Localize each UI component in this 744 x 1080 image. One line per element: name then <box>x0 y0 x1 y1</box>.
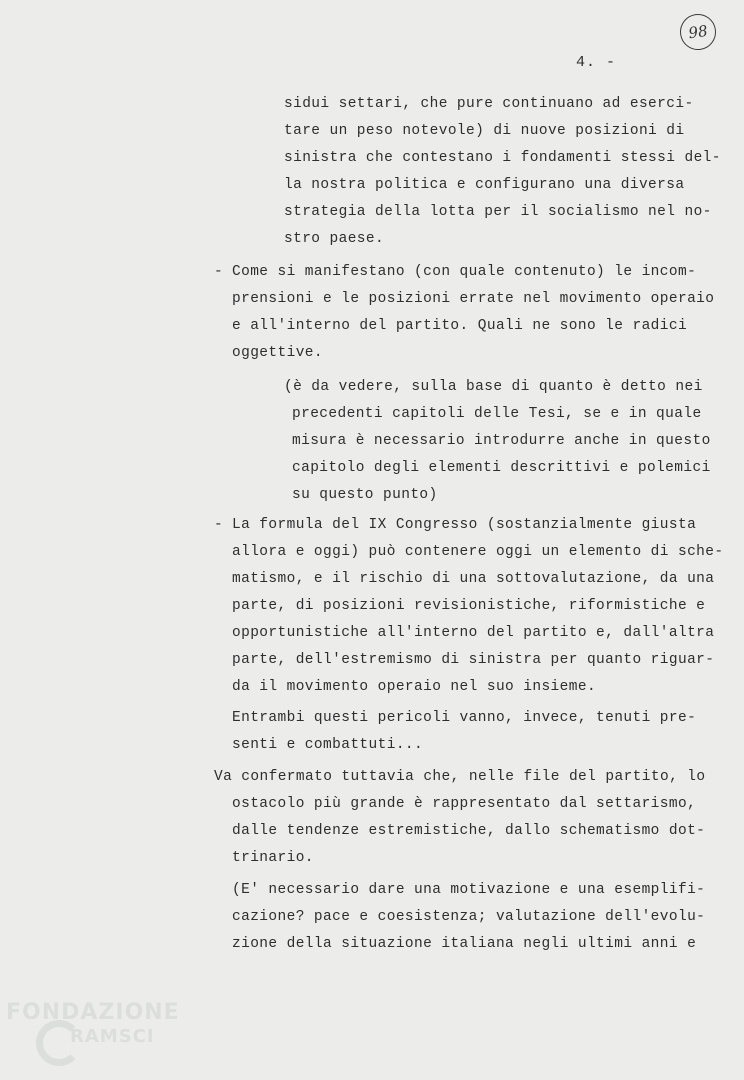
text-line: matismo, e il rischio di una sottovalutazione, da una <box>232 571 715 587</box>
page-number: 4. - <box>576 54 617 71</box>
bullet-dash: - <box>214 517 223 533</box>
text-line: ostacolo più grande è rappresentato dal settarismo, <box>232 796 697 812</box>
text-line: da il movimento operaio nel suo insieme. <box>232 679 597 695</box>
watermark-line1: FONDAZIONE <box>6 1000 180 1025</box>
text-line: misura è necessario introdurre anche in questo <box>292 433 711 449</box>
text-line: Come si manifestano (con quale contenuto) le incom- <box>232 264 697 280</box>
text-line: zione della situazione italiana negli ultimi anni e <box>232 936 697 952</box>
text-line: sinistra che contestano i fondamenti stessi del- <box>284 150 721 166</box>
text-line: precedenti capitoli delle Tesi, se e in quale <box>292 406 702 422</box>
text-line: allora e oggi) può contenere oggi un elemento di sche- <box>232 544 724 560</box>
text-line: Entrambi questi pericoli vanno, invece, tenuti pre- <box>232 710 697 726</box>
text-line: prensioni e le posizioni errate nel movimento operaio <box>232 291 715 307</box>
text-line: cazione? pace e coesistenza; valutazione dell'evolu- <box>232 909 706 925</box>
text-line: (E' necessario dare una motivazione e una esemplifi- <box>232 882 706 898</box>
text-line: su questo punto) <box>292 487 438 503</box>
text-line: sidui settari, che pure continuano ad eserci- <box>284 96 694 112</box>
bullet-dash: - <box>214 264 223 280</box>
text-line: oggettive. <box>232 345 324 361</box>
text-line: trinario. <box>232 850 314 866</box>
watermark-line2: RAMSCI <box>70 1026 155 1047</box>
text-line: opportunistiche all'interno del partito e, dall'altra <box>232 625 715 641</box>
text-line: e all'interno del partito. Quali ne sono le radici <box>232 318 688 334</box>
fondazione-gramsci-watermark <box>6 996 186 1076</box>
text-line: tare un peso notevole) di nuove posizioni di <box>284 123 685 139</box>
text-line: capitolo degli elementi descrittivi e polemici <box>292 460 711 476</box>
text-line: (è da vedere, sulla base di quanto è detto nei <box>284 379 703 395</box>
text-line: Va confermato tuttavia che, nelle file del partito, lo <box>214 769 706 785</box>
text-line: dalle tendenze estremistiche, dallo schematismo dot- <box>232 823 706 839</box>
text-line: parte, dell'estremismo di sinistra per quanto riguar- <box>232 652 715 668</box>
text-line: stro paese. <box>284 231 385 247</box>
archive-number-text: 98 <box>687 21 709 43</box>
text-line: parte, di posizioni revisionistiche, riformistiche e <box>232 598 706 614</box>
text-line: senti e combattuti... <box>232 737 424 753</box>
text-line: strategia della lotta per il socialismo nel no- <box>284 204 712 220</box>
text-line: la nostra politica e configurano una diversa <box>284 177 685 193</box>
text-line: La formula del IX Congresso (sostanzialmente giusta <box>232 517 697 533</box>
archive-page-number-stamp <box>678 12 719 53</box>
